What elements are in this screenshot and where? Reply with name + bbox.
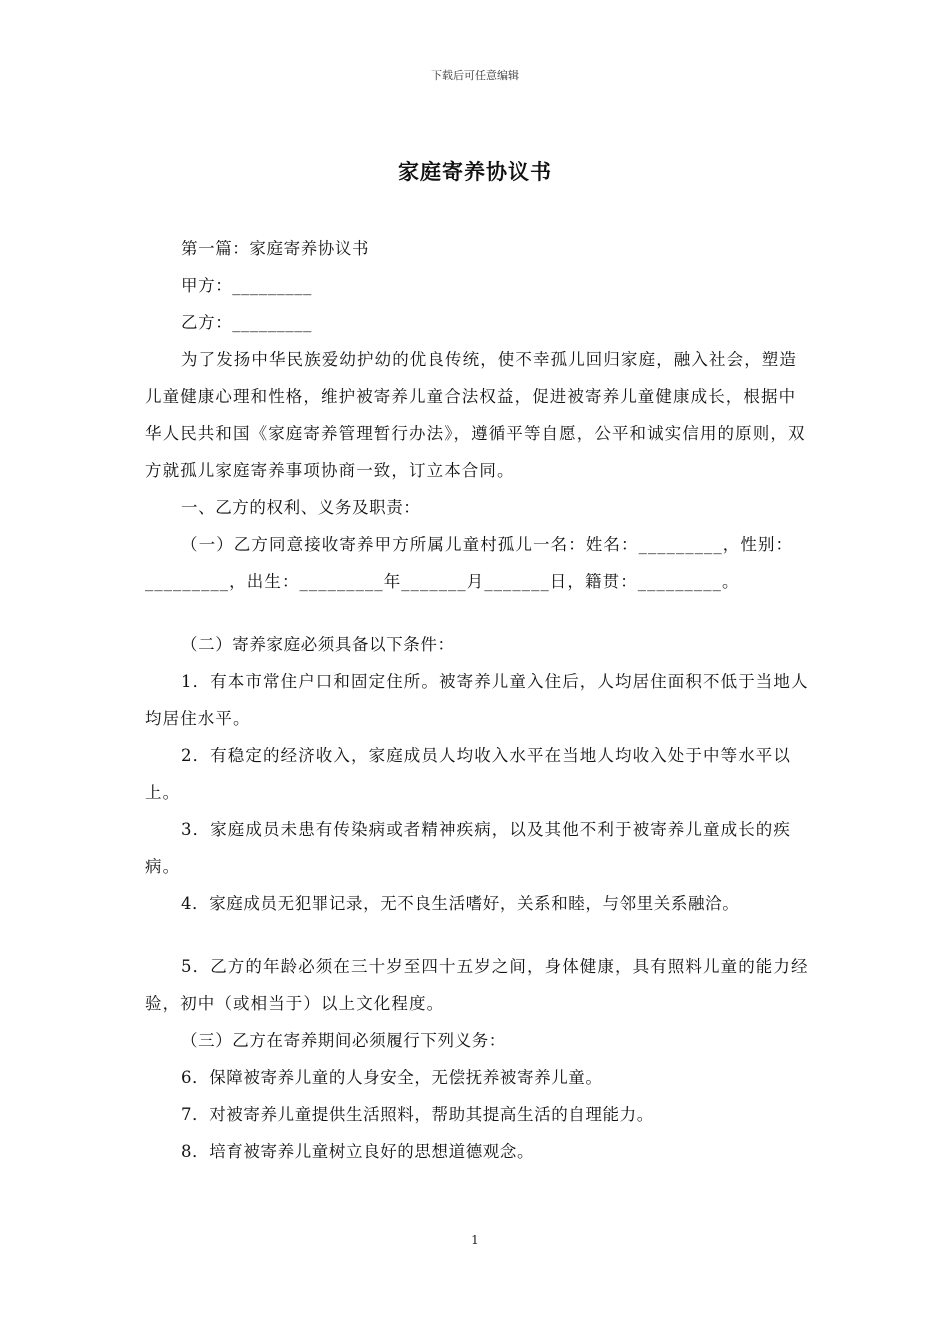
header-note: 下载后可任意编辑 xyxy=(431,69,519,82)
spacer xyxy=(145,600,810,626)
condition-item: 5．乙方的年龄必须在三十岁至四十五岁之间，身体健康，具有照料儿童的能力经验，初中（或相当于）以上文化程度。 xyxy=(145,957,809,1013)
clause-child-info: （一）乙方同意接收寄养甲方所属儿童村孤儿一名：姓名：_________，性别：_________，出生：_________年_______月_______日，籍贯：_________。 xyxy=(145,535,794,591)
condition-item: 3．家庭成员未患有传染病或者精神疾病，以及其他不利于被寄养儿童成长的疾病。 xyxy=(145,820,791,876)
clause-heading-obligations: （三）乙方在寄养期间必须履行下列义务： xyxy=(181,1031,506,1050)
preamble-paragraph: 为了发扬中华民族爱幼护幼的优良传统，使不幸孤儿回归家庭，融入社会，塑造儿童健康心理和性格，维护被寄养儿童合法权益，促进被寄养儿童健康成长，根据中华人民共和国《家庭寄养管理暂行办法》，遵循平等自愿，公平和诚实信用的原则，双方就孤儿家庭寄养事项协商一致，订立本合同。 xyxy=(145,350,806,480)
obligation-item: 7．对被寄养儿童提供生活照料，帮助其提高生活的自理能力。 xyxy=(181,1105,654,1124)
obligation-item: 8．培育被寄养儿童树立良好的思想道德观念。 xyxy=(181,1142,535,1161)
document-body xyxy=(145,230,810,1170)
party-a-line: 甲方：_________ xyxy=(181,276,312,295)
party-b-line: 乙方：_________ xyxy=(181,313,312,332)
article-heading: 一、乙方的权利、义务及职责： xyxy=(181,498,421,517)
condition-item: 2．有稳定的经济收入，家庭成员人均收入水平在当地人均收入处于中等水平以上。 xyxy=(145,746,791,802)
condition-item: 1．有本市常住户口和固定住所。被寄养儿童入住后，人均居住面积不低于当地人均居住水平。 xyxy=(145,672,809,728)
clause-heading-conditions: （二）寄养家庭必须具备以下条件： xyxy=(181,635,455,654)
condition-item: 4．家庭成员无犯罪记录，无不良生活嗜好，关系和睦，与邻里关系融洽。 xyxy=(181,894,740,913)
section-heading: 第一篇：家庭寄养协议书 xyxy=(181,239,370,258)
document-title: 家庭寄养协议书 xyxy=(398,159,552,184)
obligation-item: 6．保障被寄养儿童的人身安全，无偿抚养被寄养儿童。 xyxy=(181,1068,603,1087)
spacer xyxy=(145,922,810,948)
page-number: 1 xyxy=(471,1233,479,1247)
